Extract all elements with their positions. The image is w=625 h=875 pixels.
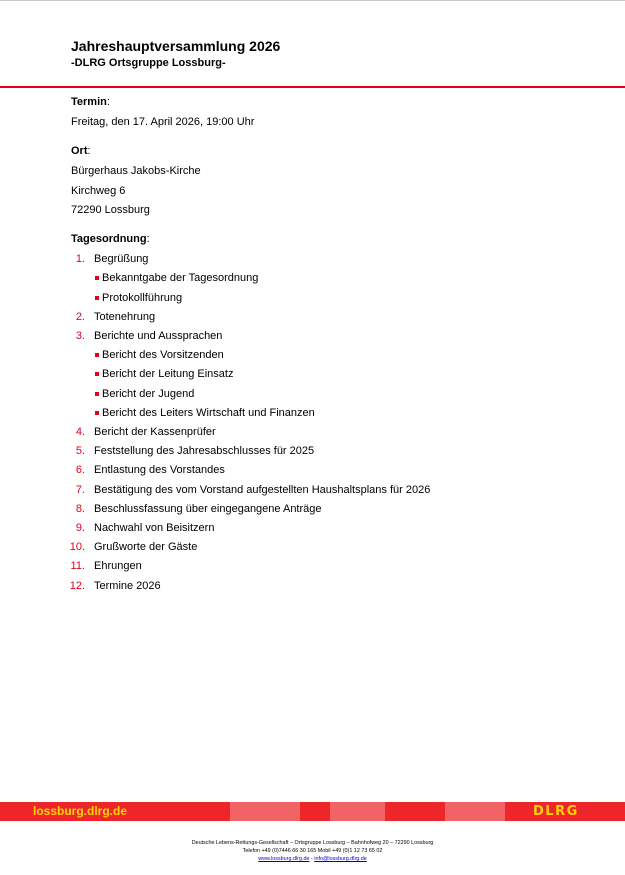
- ort-line: 72290 Lossburg: [71, 203, 150, 216]
- dlrg-logo: DLRG: [533, 804, 579, 819]
- agenda-item: [71, 442, 591, 461]
- termin-label: Termin:: [71, 96, 110, 108]
- agenda-number: 1.: [75, 253, 85, 266]
- agenda-number: 8.: [75, 502, 85, 515]
- bullet-icon: [95, 392, 99, 396]
- agenda-subitem: Bekanntgabe der Tagesordnung: [71, 269, 591, 288]
- agenda-section: [71, 231, 591, 596]
- ort-label: Ort:: [71, 145, 91, 158]
- agenda-number: 12.: [69, 579, 85, 592]
- band-decoration: [330, 802, 385, 821]
- agenda-text: Beschlussfassung über eingegangene Anträge: [94, 502, 322, 515]
- termin-section: [71, 94, 591, 132]
- bullet-icon: [95, 353, 99, 357]
- bullet-icon: [95, 411, 99, 415]
- agenda-item: [71, 577, 591, 596]
- imprint: [0, 839, 625, 863]
- agenda-number: 5.: [75, 445, 85, 458]
- document-subtitle: -DLRG Ortsgruppe Lossburg-: [71, 57, 226, 69]
- footer-band: [0, 802, 625, 821]
- agenda-number: 2.: [75, 310, 85, 323]
- agenda-number: 11.: [70, 560, 85, 573]
- agenda-text: Berichte und Aussprachen: [94, 330, 223, 342]
- ort-line: Kirchweg 6: [71, 184, 126, 197]
- agenda-number: 3.: [75, 330, 85, 342]
- agenda-item: [71, 557, 591, 576]
- agenda-number: 9.: [75, 522, 85, 535]
- link-separator: -: [309, 856, 315, 862]
- agenda-item: [71, 423, 591, 442]
- agenda-list: [71, 250, 591, 596]
- agenda-text: Bestätigung des vom Vorstand aufgestellten Haushaltsplans für 2026: [94, 483, 431, 496]
- bullet-icon: [95, 372, 99, 376]
- agenda-subitem: Bericht des Vorsitzenden: [71, 346, 591, 365]
- ort-line: Bürgerhaus Jakobs-Kirche: [71, 165, 201, 178]
- imprint-phone: Telefon +49 (0)7446 66 30 165 Mobil +49 (0)1 12 73 65 02: [242, 848, 383, 854]
- ort-section: [71, 143, 591, 220]
- agenda-item: [71, 250, 591, 269]
- band-decoration: [445, 802, 505, 821]
- document-body: [71, 94, 591, 607]
- header-divider: [0, 86, 625, 88]
- agenda-subitem: Protokollführung: [71, 289, 591, 308]
- agenda-item: [71, 327, 591, 346]
- agenda-text: Begrüßung: [94, 253, 149, 266]
- agenda-subitem: Bericht des Leiters Wirtschaft und Finanzen: [71, 404, 591, 423]
- agenda-subitem: Bericht der Jugend: [71, 385, 591, 404]
- email-link[interactable]: info@lossburg.dlrg.de: [314, 856, 367, 862]
- agenda-item: [71, 481, 591, 500]
- termin-value: Freitag, den 17. April 2026, 19:00 Uhr: [71, 116, 255, 128]
- agenda-text: Ehrungen: [94, 560, 142, 573]
- website-link[interactable]: www.lossburg.dlrg.de: [258, 856, 310, 862]
- agenda-text: Totenehrung: [94, 310, 156, 323]
- bullet-icon: [95, 296, 99, 300]
- imprint-links: [0, 855, 625, 863]
- agenda-text: Nachwahl von Beisitzern: [94, 522, 215, 535]
- agenda-number: 10.: [69, 541, 85, 554]
- agenda-text: Entlastung des Vorstandes: [94, 464, 225, 477]
- agenda-item: [71, 308, 591, 327]
- agenda-item: [71, 461, 591, 480]
- agenda-label: Tagesordnung:: [71, 233, 150, 246]
- agenda-item: [71, 519, 591, 538]
- agenda-number: 4.: [75, 426, 85, 439]
- bullet-icon: [95, 276, 99, 280]
- document-header: [71, 38, 280, 70]
- agenda-number: 7.: [75, 483, 85, 496]
- imprint-address: Deutsche Lebens-Rettungs-Gesellschaft – Ortsgruppe Lossburg – Bahnhofweg 20 – 72290 Lossburg: [191, 840, 434, 846]
- agenda-number: 6.: [75, 464, 85, 477]
- document-title: Jahreshauptversammlung 2026: [71, 38, 281, 54]
- agenda-subitem: Bericht der Leitung Einsatz: [71, 365, 591, 384]
- agenda-item: [71, 500, 591, 519]
- site-url[interactable]: lossburg.dlrg.de: [33, 804, 128, 818]
- band-decoration: [230, 802, 300, 821]
- agenda-text: Bericht der Kassenprüfer: [94, 426, 216, 439]
- agenda-text: Feststellung des Jahresabschlusses für 2025: [94, 445, 315, 458]
- agenda-item: [71, 538, 591, 557]
- agenda-text: Termine 2026: [94, 579, 161, 592]
- top-border: [0, 0, 625, 1]
- agenda-text: Grußworte der Gäste: [94, 541, 198, 554]
